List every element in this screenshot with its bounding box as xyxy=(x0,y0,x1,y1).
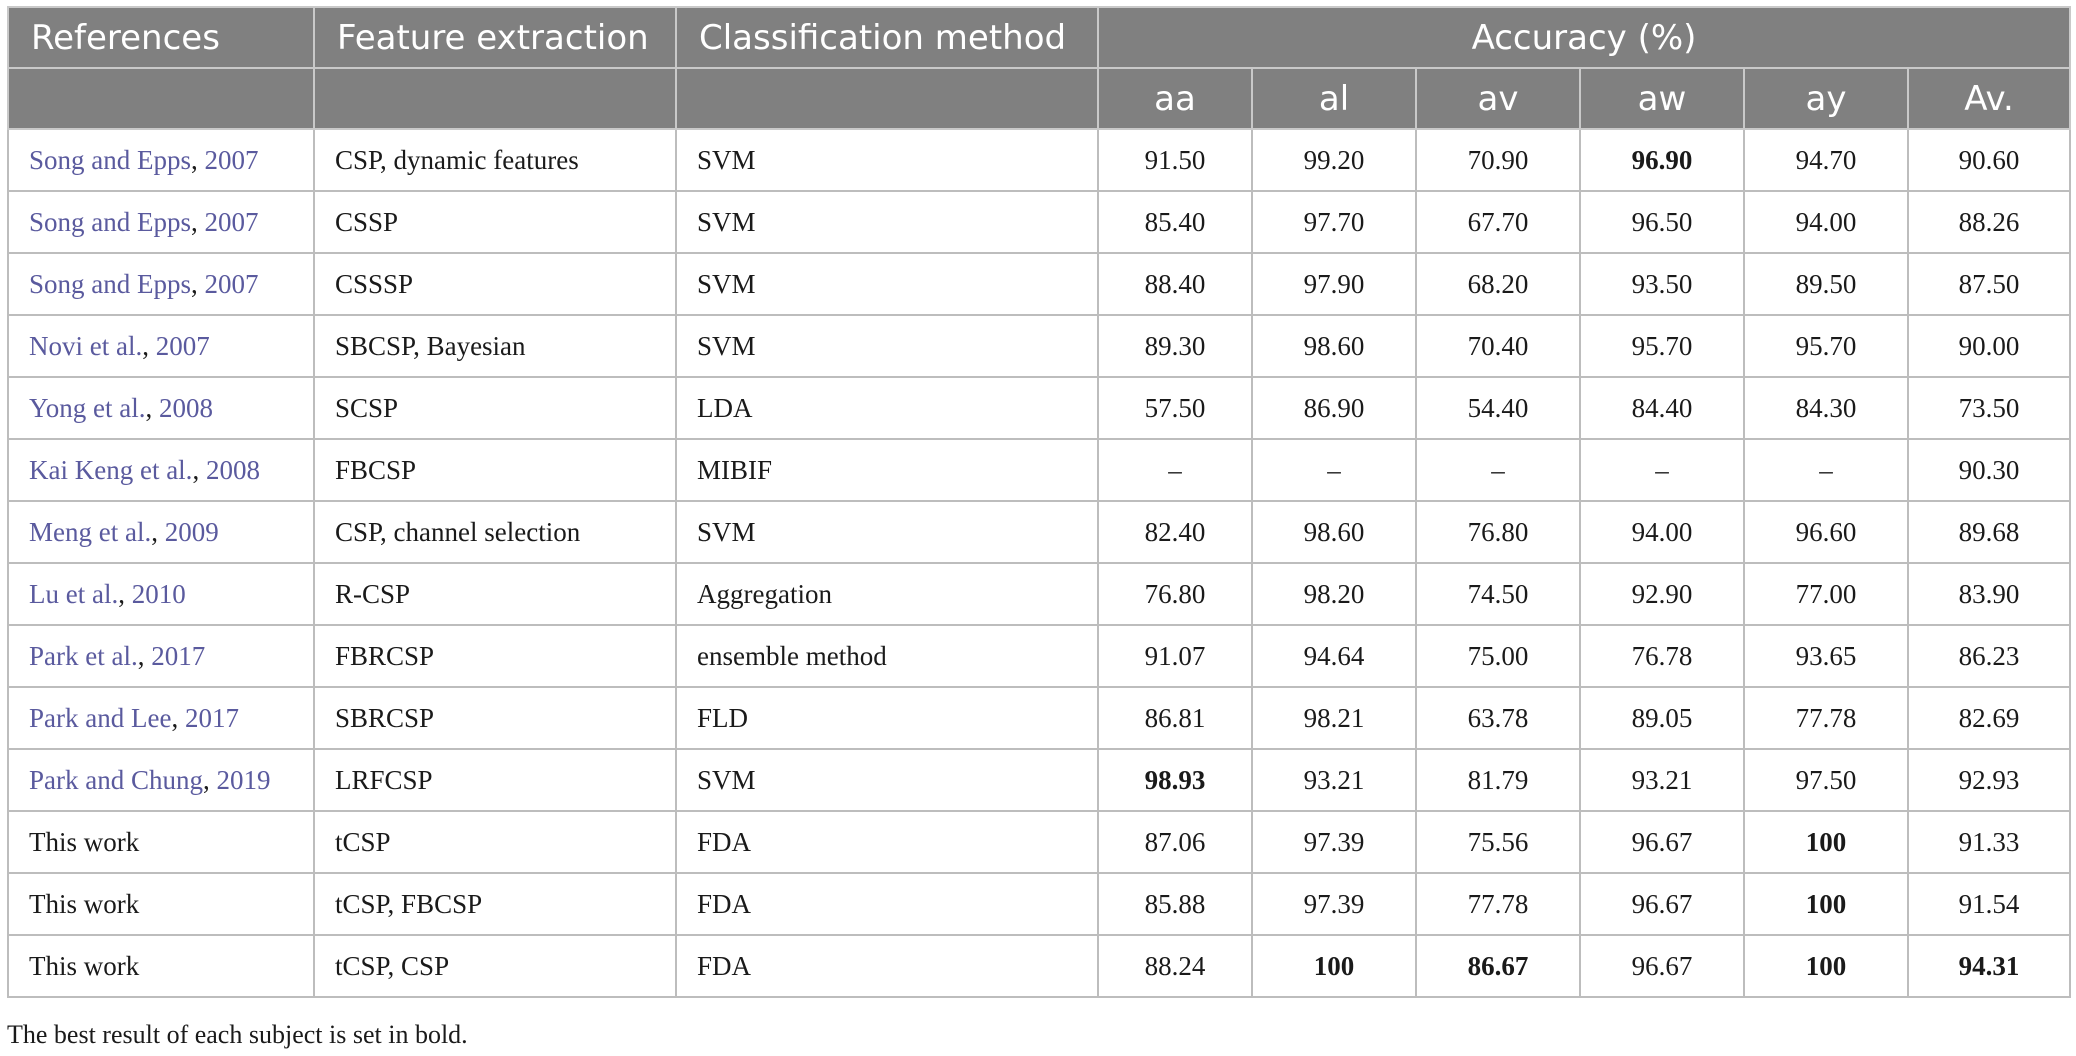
cell-classification-method: SVM xyxy=(676,129,1098,191)
cell-accuracy-average: 86.23 xyxy=(1908,625,2070,687)
cell-accuracy-av: 70.90 xyxy=(1416,129,1580,191)
cell-accuracy-average: 73.50 xyxy=(1908,377,2070,439)
cell-accuracy-aa: 86.81 xyxy=(1098,687,1252,749)
table-row xyxy=(8,563,2070,625)
cell-accuracy-ay: 89.50 xyxy=(1744,253,1908,315)
cell-accuracy-av: 76.80 xyxy=(1416,501,1580,563)
cell-classification-method: SVM xyxy=(676,253,1098,315)
cell-accuracy-aw: 93.50 xyxy=(1580,253,1744,315)
cell-reference xyxy=(8,811,314,873)
cell-accuracy-aa: 57.50 xyxy=(1098,377,1252,439)
table-row xyxy=(8,439,2070,501)
cell-feature-extraction: tCSP xyxy=(314,811,676,873)
cell-classification-method: LDA xyxy=(676,377,1098,439)
cell-reference xyxy=(8,873,314,935)
cell-accuracy-average: 88.26 xyxy=(1908,191,2070,253)
reference-link[interactable]: Song and Epps xyxy=(29,268,191,299)
cell-accuracy-ay: 95.70 xyxy=(1744,315,1908,377)
table-row xyxy=(8,501,2070,563)
reference-year-link[interactable]: 2009 xyxy=(164,516,219,547)
cell-accuracy-aw: 76.78 xyxy=(1580,625,1744,687)
reference-separator: , xyxy=(151,516,165,547)
cell-accuracy-aa: 85.40 xyxy=(1098,191,1252,253)
cell-accuracy-ay: 84.30 xyxy=(1744,377,1908,439)
header-classification-method: Classification method xyxy=(676,7,1098,68)
cell-classification-method: SVM xyxy=(676,315,1098,377)
reference-separator: , xyxy=(142,330,156,361)
reference-link[interactable]: Meng et al. xyxy=(29,516,152,547)
table-row xyxy=(8,811,2070,873)
cell-accuracy-ay: 100 xyxy=(1744,935,1908,997)
header-subject-aw: aw xyxy=(1580,68,1744,129)
cell-reference[interactable] xyxy=(8,129,314,191)
cell-accuracy-av: 77.78 xyxy=(1416,873,1580,935)
cell-accuracy-aw: 96.90 xyxy=(1580,129,1744,191)
cell-accuracy-average: 91.54 xyxy=(1908,873,2070,935)
reference-year-link[interactable]: 2007 xyxy=(204,268,259,299)
cell-accuracy-aa: – xyxy=(1098,439,1252,501)
cell-accuracy-av: 54.40 xyxy=(1416,377,1580,439)
cell-accuracy-aa: 87.06 xyxy=(1098,811,1252,873)
results-table-container xyxy=(7,6,2069,998)
reference-year-link[interactable]: 2010 xyxy=(131,578,186,609)
cell-accuracy-al: 98.60 xyxy=(1252,501,1416,563)
reference-link[interactable]: Park and Chung xyxy=(29,764,203,795)
header-subject-al: al xyxy=(1252,68,1416,129)
cell-feature-extraction: tCSP, CSP xyxy=(314,935,676,997)
reference-year-link[interactable]: 2007 xyxy=(204,206,259,237)
cell-accuracy-al: 97.90 xyxy=(1252,253,1416,315)
cell-reference[interactable] xyxy=(8,563,314,625)
cell-accuracy-ay: 94.70 xyxy=(1744,129,1908,191)
cell-accuracy-average: 91.33 xyxy=(1908,811,2070,873)
cell-reference xyxy=(8,935,314,997)
cell-accuracy-aw: 84.40 xyxy=(1580,377,1744,439)
accuracy-comparison-table xyxy=(7,6,2071,998)
cell-accuracy-aa: 98.93 xyxy=(1098,749,1252,811)
header-subject-aa: aa xyxy=(1098,68,1252,129)
cell-feature-extraction: FBCSP xyxy=(314,439,676,501)
cell-accuracy-average: 82.69 xyxy=(1908,687,2070,749)
cell-feature-extraction: CSP, dynamic features xyxy=(314,129,676,191)
header-blank-feature xyxy=(314,68,676,129)
cell-accuracy-av: 86.67 xyxy=(1416,935,1580,997)
cell-reference[interactable] xyxy=(8,439,314,501)
cell-accuracy-aw: 96.67 xyxy=(1580,811,1744,873)
cell-accuracy-aa: 91.50 xyxy=(1098,129,1252,191)
cell-accuracy-average: 83.90 xyxy=(1908,563,2070,625)
cell-accuracy-av: 75.00 xyxy=(1416,625,1580,687)
cell-reference[interactable] xyxy=(8,749,314,811)
reference-text: This work xyxy=(29,888,140,919)
cell-accuracy-av: 68.20 xyxy=(1416,253,1580,315)
cell-reference[interactable] xyxy=(8,687,314,749)
reference-separator: , xyxy=(137,640,152,671)
cell-classification-method: FDA xyxy=(676,935,1098,997)
table-footnote: The best result of each subject is set in bold. xyxy=(7,1020,468,1049)
cell-accuracy-al: 97.70 xyxy=(1252,191,1416,253)
cell-accuracy-average: 87.50 xyxy=(1908,253,2070,315)
cell-accuracy-ay: 77.00 xyxy=(1744,563,1908,625)
reference-text: This work xyxy=(29,950,140,981)
cell-accuracy-aa: 76.80 xyxy=(1098,563,1252,625)
cell-feature-extraction: SBRCSP xyxy=(314,687,676,749)
reference-separator: , xyxy=(171,702,185,733)
header-feature-extraction: Feature extraction xyxy=(314,7,676,68)
cell-accuracy-al: 100 xyxy=(1252,935,1416,997)
reference-separator: , xyxy=(145,392,160,423)
table-row xyxy=(8,935,2070,997)
reference-separator: , xyxy=(118,578,132,609)
reference-link[interactable]: Song and Epps xyxy=(29,206,191,237)
cell-accuracy-aw: 96.50 xyxy=(1580,191,1744,253)
cell-accuracy-al: 99.20 xyxy=(1252,129,1416,191)
cell-accuracy-aw: 93.21 xyxy=(1580,749,1744,811)
cell-accuracy-aw: 96.67 xyxy=(1580,935,1744,997)
cell-accuracy-ay: 97.50 xyxy=(1744,749,1908,811)
cell-accuracy-av: 75.56 xyxy=(1416,811,1580,873)
reference-link[interactable]: Song and Epps xyxy=(29,144,191,175)
reference-year-link[interactable]: 2017 xyxy=(151,640,206,671)
cell-accuracy-aa: 82.40 xyxy=(1098,501,1252,563)
cell-classification-method: SVM xyxy=(676,191,1098,253)
cell-accuracy-ay: 100 xyxy=(1744,873,1908,935)
cell-accuracy-ay: 100 xyxy=(1744,811,1908,873)
table-row xyxy=(8,129,2070,191)
cell-reference[interactable] xyxy=(8,253,314,315)
cell-classification-method: SVM xyxy=(676,749,1098,811)
cell-feature-extraction: FBRCSP xyxy=(314,625,676,687)
cell-reference[interactable] xyxy=(8,191,314,253)
cell-accuracy-aw: 96.67 xyxy=(1580,873,1744,935)
cell-reference[interactable] xyxy=(8,625,314,687)
reference-year-link[interactable]: 2008 xyxy=(205,454,260,485)
cell-classification-method: ensemble method xyxy=(676,625,1098,687)
reference-year-link[interactable]: 2008 xyxy=(159,392,214,423)
cell-classification-method: FLD xyxy=(676,687,1098,749)
cell-accuracy-aw: 89.05 xyxy=(1580,687,1744,749)
cell-feature-extraction: tCSP, FBCSP xyxy=(314,873,676,935)
cell-accuracy-av: 63.78 xyxy=(1416,687,1580,749)
table-row xyxy=(8,253,2070,315)
cell-accuracy-aa: 88.24 xyxy=(1098,935,1252,997)
cell-accuracy-ay: 94.00 xyxy=(1744,191,1908,253)
header-subject-ay: ay xyxy=(1744,68,1908,129)
cell-feature-extraction: LRFCSP xyxy=(314,749,676,811)
header-blank-references xyxy=(8,68,314,129)
cell-accuracy-aw: 94.00 xyxy=(1580,501,1744,563)
table-row xyxy=(8,315,2070,377)
table-header xyxy=(8,7,2070,129)
header-average: Av. xyxy=(1908,68,2070,129)
reference-link[interactable]: Park and Lee xyxy=(29,702,172,733)
table-row xyxy=(8,191,2070,253)
reference-link[interactable]: Park et al. xyxy=(29,640,138,671)
reference-text: This work xyxy=(29,826,140,857)
reference-link[interactable]: Lu et al. xyxy=(29,578,119,609)
cell-accuracy-av: 70.40 xyxy=(1416,315,1580,377)
cell-accuracy-al: – xyxy=(1252,439,1416,501)
cell-accuracy-average: 90.00 xyxy=(1908,315,2070,377)
reference-year-link[interactable]: 2017 xyxy=(184,702,239,733)
cell-classification-method: MIBIF xyxy=(676,439,1098,501)
cell-accuracy-average: 90.30 xyxy=(1908,439,2070,501)
cell-feature-extraction: SCSP xyxy=(314,377,676,439)
cell-feature-extraction: CSSSP xyxy=(314,253,676,315)
cell-classification-method: FDA xyxy=(676,873,1098,935)
reference-separator: , xyxy=(191,144,205,175)
cell-feature-extraction: SBCSP, Bayesian xyxy=(314,315,676,377)
cell-accuracy-average: 90.60 xyxy=(1908,129,2070,191)
cell-accuracy-aa: 85.88 xyxy=(1098,873,1252,935)
cell-accuracy-aw: 95.70 xyxy=(1580,315,1744,377)
cell-accuracy-aa: 89.30 xyxy=(1098,315,1252,377)
cell-reference[interactable] xyxy=(8,315,314,377)
header-row-1 xyxy=(8,7,2070,68)
cell-reference[interactable] xyxy=(8,501,314,563)
reference-separator: , xyxy=(202,764,217,795)
reference-separator: , xyxy=(192,454,206,485)
cell-accuracy-aw: – xyxy=(1580,439,1744,501)
cell-accuracy-average: 92.93 xyxy=(1908,749,2070,811)
cell-accuracy-al: 93.21 xyxy=(1252,749,1416,811)
reference-year-link[interactable]: 2019 xyxy=(216,764,271,795)
cell-classification-method: SVM xyxy=(676,501,1098,563)
cell-accuracy-average: 89.68 xyxy=(1908,501,2070,563)
reference-link[interactable]: Kai Keng et al. xyxy=(29,454,193,485)
table-row xyxy=(8,625,2070,687)
cell-accuracy-al: 98.21 xyxy=(1252,687,1416,749)
table-row xyxy=(8,749,2070,811)
cell-accuracy-ay: 77.78 xyxy=(1744,687,1908,749)
cell-accuracy-average: 94.31 xyxy=(1908,935,2070,997)
cell-accuracy-al: 98.60 xyxy=(1252,315,1416,377)
table-body xyxy=(8,129,2070,997)
header-blank-method xyxy=(676,68,1098,129)
cell-accuracy-al: 97.39 xyxy=(1252,811,1416,873)
cell-accuracy-al: 86.90 xyxy=(1252,377,1416,439)
cell-classification-method: Aggregation xyxy=(676,563,1098,625)
header-accuracy: Accuracy (%) xyxy=(1098,7,2070,68)
cell-accuracy-av: 74.50 xyxy=(1416,563,1580,625)
cell-accuracy-aa: 88.40 xyxy=(1098,253,1252,315)
cell-accuracy-av: 67.70 xyxy=(1416,191,1580,253)
table-row xyxy=(8,873,2070,935)
table-row xyxy=(8,377,2070,439)
table-row xyxy=(8,687,2070,749)
reference-link[interactable]: Novi et al. xyxy=(29,330,143,361)
cell-feature-extraction: CSP, channel selection xyxy=(314,501,676,563)
reference-year-link[interactable]: 2007 xyxy=(204,144,259,175)
header-references: References xyxy=(8,7,314,68)
header-subject-av: av xyxy=(1416,68,1580,129)
cell-classification-method: FDA xyxy=(676,811,1098,873)
cell-accuracy-al: 98.20 xyxy=(1252,563,1416,625)
cell-reference[interactable] xyxy=(8,377,314,439)
cell-accuracy-av: 81.79 xyxy=(1416,749,1580,811)
reference-link[interactable]: Yong et al. xyxy=(29,392,146,423)
cell-accuracy-ay: – xyxy=(1744,439,1908,501)
reference-year-link[interactable]: 2007 xyxy=(155,330,210,361)
header-row-2 xyxy=(8,68,2070,129)
cell-accuracy-ay: 96.60 xyxy=(1744,501,1908,563)
cell-accuracy-al: 97.39 xyxy=(1252,873,1416,935)
reference-separator: , xyxy=(191,268,205,299)
cell-accuracy-ay: 93.65 xyxy=(1744,625,1908,687)
cell-accuracy-al: 94.64 xyxy=(1252,625,1416,687)
cell-feature-extraction: CSSP xyxy=(314,191,676,253)
cell-feature-extraction: R-CSP xyxy=(314,563,676,625)
cell-accuracy-av: – xyxy=(1416,439,1580,501)
reference-separator: , xyxy=(191,206,205,237)
cell-accuracy-aa: 91.07 xyxy=(1098,625,1252,687)
cell-accuracy-aw: 92.90 xyxy=(1580,563,1744,625)
